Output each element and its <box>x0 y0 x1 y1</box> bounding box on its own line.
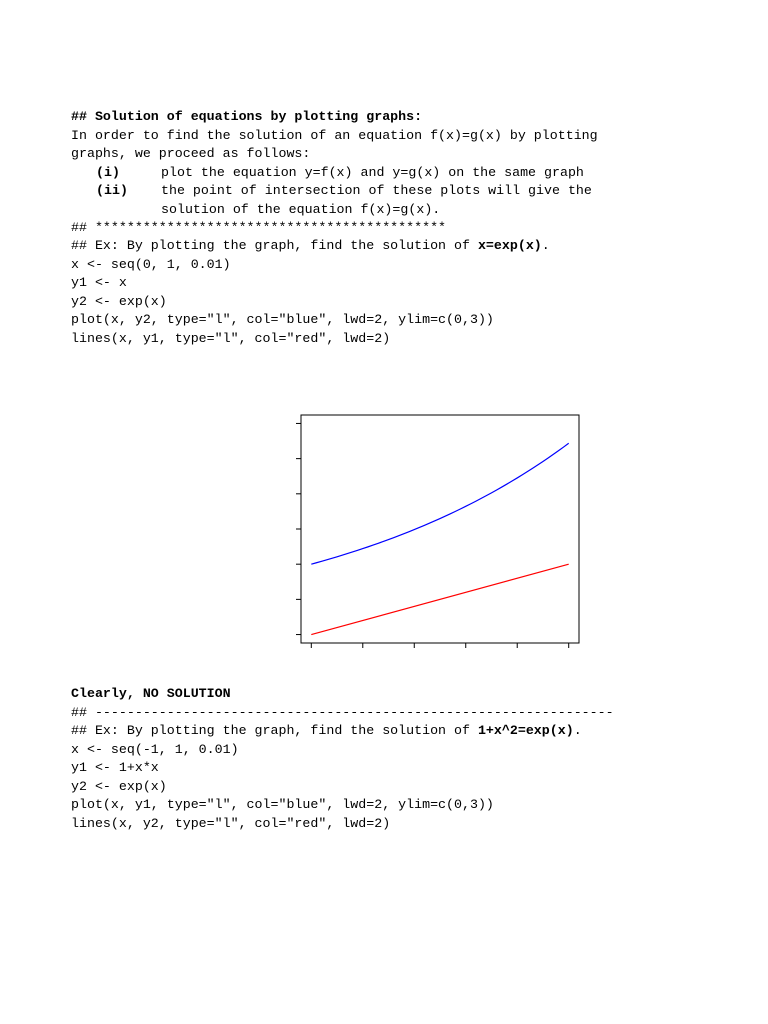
step-label: (ii) <box>96 183 128 198</box>
step-text: the point of intersection of these plots will give the <box>161 183 592 198</box>
plot-frame-box <box>301 415 579 643</box>
code-line: x <- seq(0, 1, 0.01) <box>71 257 231 272</box>
code-line: y2 <- exp(x) <box>71 779 167 794</box>
step-text: plot the equation y=f(x) and y=g(x) on the same graph <box>161 165 584 180</box>
conclusion-text: Clearly, NO SOLUTION <box>71 686 231 701</box>
code-line: x <- seq(-1, 1, 0.01) <box>71 742 239 757</box>
code-line: y1 <- 1+x*x <box>71 760 159 775</box>
separator: ## ----------------------------------------------------------------- <box>71 705 614 720</box>
code-line: lines(x, y1, type="l", col="red", lwd=2) <box>71 331 391 346</box>
example-text: ## Ex: By plotting the graph, find the solution of <box>71 238 478 253</box>
example-prompt <box>71 722 582 741</box>
code-line: plot(x, y2, type="l", col="blue", lwd=2, ylim=c(0,3)) <box>71 312 494 327</box>
series-line-1 <box>311 564 568 634</box>
example-equation: 1+x^2=exp(x) <box>477 723 574 738</box>
example-prompt <box>71 237 550 256</box>
example-text: ## Ex: By plotting the graph, find the solution of <box>71 723 478 738</box>
code-line: y1 <- x <box>71 275 127 290</box>
example-punct: . <box>541 238 550 253</box>
section-heading: ## Solution of equations by plotting graphs: <box>71 109 423 124</box>
intro-text: In order to find the solution of an equation f(x)=g(x) by plotting <box>71 128 598 143</box>
step-label: (i) <box>96 165 120 180</box>
example-punct: . <box>573 723 582 738</box>
code-line: y2 <- exp(x) <box>71 294 167 309</box>
series-line-0 <box>311 443 568 564</box>
code-line: plot(x, y1, type="l", col="blue", lwd=2, ylim=c(0,3)) <box>71 797 494 812</box>
separator: ## ******************************************** <box>71 220 447 235</box>
line-chart <box>280 405 590 665</box>
intro-text: graphs, we proceed as follows: <box>71 146 311 161</box>
code-line: lines(x, y2, type="l", col="red", lwd=2) <box>71 816 391 831</box>
step-text: solution of the equation f(x)=g(x). <box>161 202 441 217</box>
example-equation: x=exp(x) <box>477 238 542 253</box>
